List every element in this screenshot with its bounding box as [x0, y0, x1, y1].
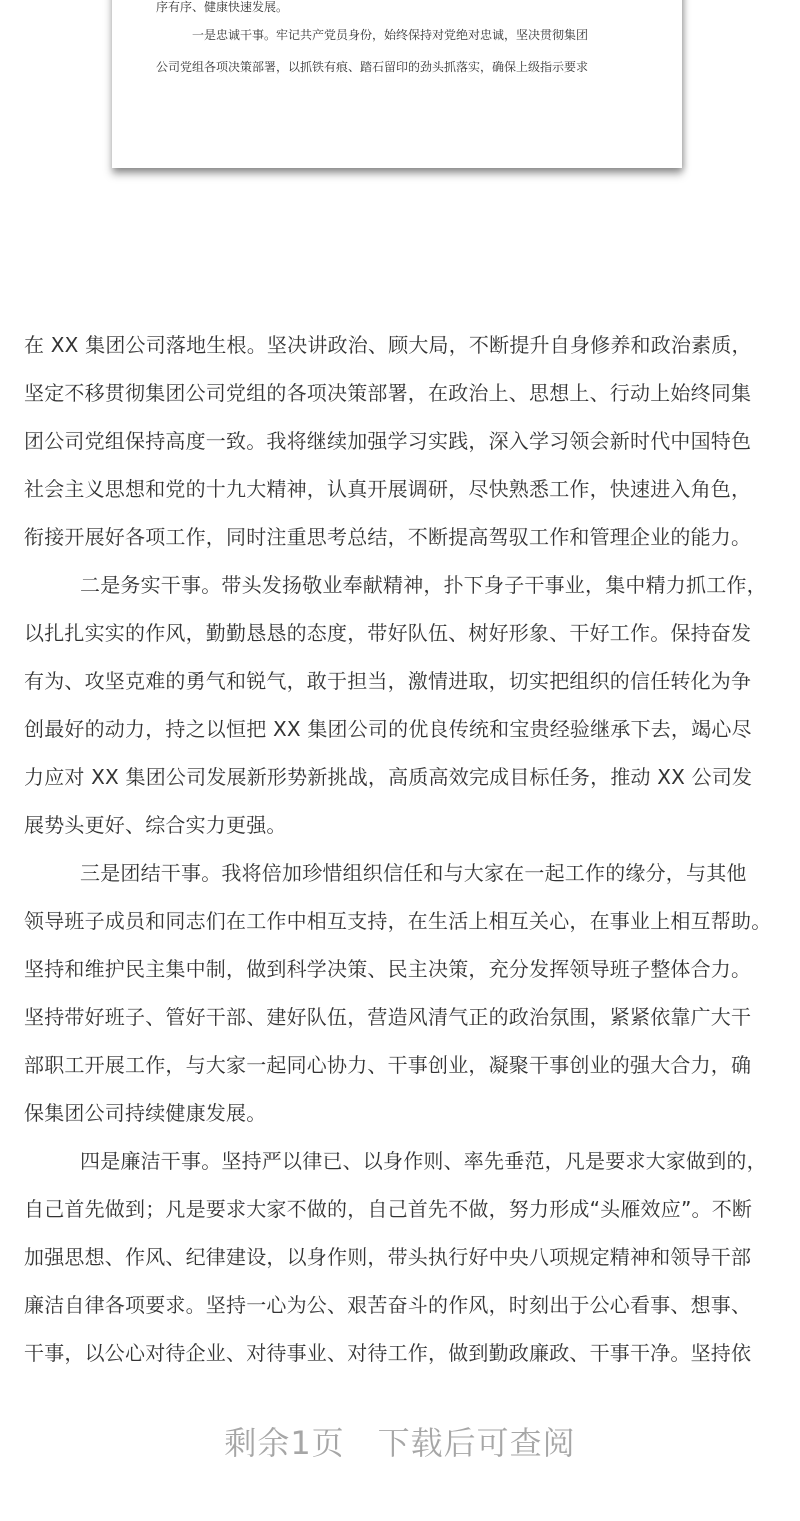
document-line: 社会主义思想和党的十九大精神，认真开展调研，尽快熟悉工作，快速进入角色， [24, 477, 752, 501]
document-body [24, 330, 784, 1386]
page-preview-card [112, 0, 682, 168]
document-line: 有为、攻坚克难的勇气和锐气，敢于担当，激情进取，切实把组织的信任转化为争 [24, 669, 752, 693]
document-line: 四是廉洁干事。坚持严以律已、以身作则、率先垂范，凡是要求大家做到的， [80, 1149, 767, 1173]
document-line: 干事，以公心对待企业、对待事业、对待工作，做到勤政廉政、干事干净。坚持依 [24, 1341, 752, 1365]
document-line: 衔接开展好各项工作，同时注重思考总结，不断提高驾驭工作和管理企业的能力。 [24, 525, 752, 549]
document-line: 领导班子成员和同志们在工作中相互支持，在生活上相互关心，在事业上相互帮助。 [24, 909, 772, 933]
document-line: 坚持带好班子、管好干部、建好队伍，营造风清气正的政治氛围，紧紧依靠广大干 [24, 1005, 752, 1029]
document-line: 在 XX 集团公司落地生根。坚决讲政治、顾大局，不断提升自身修养和政治素质， [24, 333, 752, 357]
card-line: 公司党组各项决策部署，以抓铁有痕、踏石留印的劲头抓落实，确保上级指示要求 [156, 60, 589, 74]
document-line: 力应对 XX 集团公司发展新形势新挑战，高质高效完成目标任务，推动 XX 公司发 [24, 765, 753, 789]
card-line: 序有序、健康快速发展。 [156, 0, 289, 14]
document-line: 展势头更好、综合实力更强。 [24, 813, 287, 837]
document-line: 自己首先做到；凡是要求大家不做的，自己首先不做，努力形成“头雁效应”。不断 [24, 1197, 753, 1221]
document-line: 以扎扎实实的作风，勤勤恳恳的态度，带好队伍、树好形象、干好工作。保持奋发 [24, 621, 752, 645]
card-line: 一是忠诚干事。牢记共产党员身份，始终保持对党绝对忠诚，坚决贯彻集团 [192, 28, 589, 42]
document-line: 二是务实干事。带头发扬敬业奉献精神，扑下身子干事业，集中精力抓工作， [80, 573, 767, 597]
document-line: 创最好的动力，持之以恒把 XX 集团公司的优良传统和宝贵经验继承下去，竭心尽 [24, 717, 752, 741]
document-line: 坚定不移贯彻集团公司党组的各项决策部署，在政治上、思想上、行动上始终同集 [24, 381, 752, 405]
document-line: 廉洁自律各项要求。坚持一心为公、艰苦奋斗的作风，时刻出于公心看事、想事、 [24, 1293, 752, 1317]
document-line: 三是团结干事。我将倍加珍惜组织信任和与大家在一起工作的缘分，与其他 [80, 861, 747, 885]
document-line: 加强思想、作风、纪律建设，以身作则，带头执行好中央八项规定精神和领导干部 [24, 1245, 752, 1269]
document-line: 部职工开展工作，与大家一起同心协力、干事创业，凝聚干事创业的强大合力，确 [24, 1053, 752, 1077]
document-line: 保集团公司持续健康发展。 [24, 1101, 267, 1125]
document-line: 坚持和维护民主集中制，做到科学决策、民主决策，充分发挥领导班子整体合力。 [24, 957, 752, 981]
document-line: 团公司党组保持高度一致。我将继续加强学习实践，深入学习领会新时代中国特色 [24, 429, 752, 453]
remaining-pages-notice[interactable]: 剩余1页 下载后可查阅 [224, 1424, 576, 1462]
